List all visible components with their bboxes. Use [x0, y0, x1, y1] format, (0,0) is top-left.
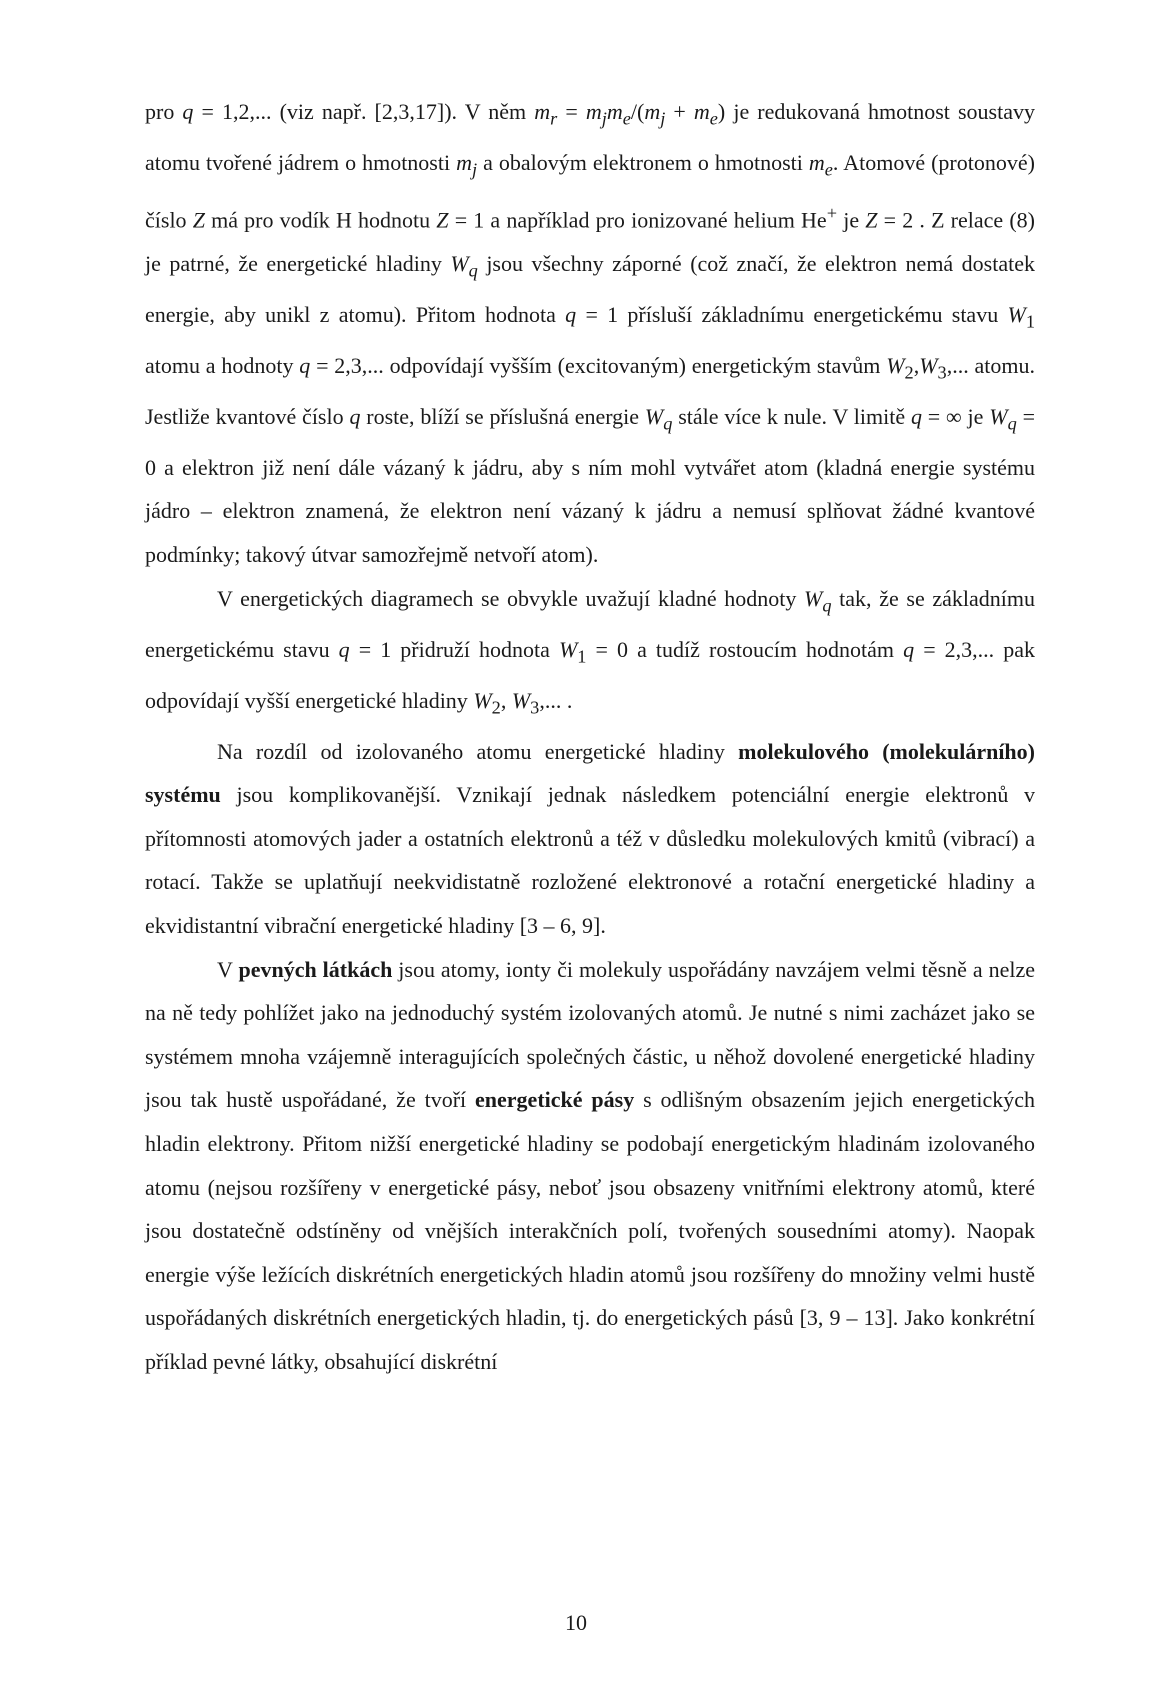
- math-symbol: W: [919, 352, 938, 378]
- text-run: 2: [904, 362, 914, 383]
- text-run: +: [665, 99, 694, 124]
- text-run: je: [837, 207, 866, 233]
- text-run: = 0 a elektron již není dále vázaný k jádru, aby s ním mohl vytvářet atom (kladná energie systému jádro – elektron znamená, že elektron není vázaný k jádru a nemusí splňovat žádné kvantové podmínky; takový útvar samozřejmě netvoří atom).: [145, 403, 1035, 568]
- math-symbol: q: [182, 99, 194, 124]
- text-run: Na rozdíl od izolovaného atomu energetické hladiny: [217, 738, 739, 764]
- paragraph-4: [145, 948, 1035, 1384]
- math-symbol: e: [622, 108, 631, 129]
- math-symbol: W: [473, 687, 492, 713]
- text-run: ,... .: [539, 687, 573, 713]
- text-run: V: [217, 956, 239, 982]
- paragraph-3: [145, 730, 1035, 948]
- text-run: /(: [630, 99, 645, 124]
- text-run: jsou komplikovanější. Vznikají jednak následkem potenciální energie elektronů v přítomnosti atomových jader a ostatních elektronů a též v důsledku molekulových kmitů (vibrací) a rotací. Takže se uplatňují neekvidistatně rozložené elektronové a rotační energetické hladiny a ekvidistantní vibrační energetické hladiny [3 – 6, 9].: [145, 782, 1035, 938]
- math-symbol: q: [349, 403, 361, 429]
- text-run: ,: [913, 352, 920, 378]
- math-symbol: e: [709, 108, 718, 129]
- math-symbol: Z: [436, 207, 449, 233]
- text-run: = 2,3,... odpovídají vyšším (excitovaným) energetickým stavům: [310, 352, 887, 378]
- text-run: jsou atomy, ionty či molekuly uspořádány navzájem velmi těsně a nelze na ně tedy pohlížet jako na jednoduchý systém izolovaných atomů. Je nutné s nimi zacházet jako se systémem mnoha vzájemně interagujících společných částic, u něhož dovolené energetické hladiny jsou tak hustě uspořádané, že tvoří: [145, 956, 1035, 1113]
- math-symbol: e: [824, 159, 833, 180]
- math-symbol: j: [660, 108, 666, 129]
- math-symbol: W: [1007, 301, 1026, 327]
- math-symbol: W: [804, 585, 823, 611]
- math-symbol: q: [1007, 413, 1017, 434]
- math-symbol: m: [534, 99, 551, 124]
- math-symbol: W: [989, 403, 1008, 429]
- text-run: = 1 přísluší základnímu energetickému stavu: [576, 301, 1008, 327]
- math-symbol: W: [558, 636, 578, 662]
- math-symbol: Z: [192, 207, 205, 233]
- text-run: = 0 a tudíž rostoucím hodnotám: [586, 636, 904, 662]
- body-text: [145, 90, 1035, 1383]
- math-symbol: m: [693, 99, 710, 124]
- bold-term: energetické pásy: [475, 1087, 635, 1113]
- text-run: = 2,3,... pak odpovídají vyšší energetické hladiny: [145, 636, 1036, 713]
- text-run: a obalovým elektronem o hmotnosti: [477, 149, 809, 175]
- text-run: = ∞ je: [921, 403, 990, 429]
- math-symbol: W: [644, 403, 664, 429]
- text-run: pro: [145, 99, 183, 124]
- paragraph-1: [145, 90, 1035, 577]
- math-symbol: q: [822, 595, 832, 615]
- math-symbol: m: [644, 99, 661, 124]
- text-run: ,... atomu. Jestliže kvantové číslo: [145, 352, 1035, 429]
- text-run: stále více k nule. V limitě: [672, 403, 911, 429]
- text-run: 3: [530, 696, 540, 717]
- text-run: = 2 . Z relace (8) je patrné, že energetické hladiny: [145, 207, 1035, 276]
- text-run: tak, že se základnímu energetickému stavu: [145, 585, 1035, 662]
- math-symbol: m: [456, 149, 472, 175]
- math-symbol: W: [450, 250, 469, 276]
- page-number: 10: [565, 1610, 587, 1635]
- text-run: . Atomové (protonové) číslo: [145, 149, 1035, 233]
- math-symbol: j: [472, 159, 478, 180]
- text-run: = 1 a například pro ionizované helium He: [448, 207, 827, 233]
- math-symbol: W: [886, 352, 905, 378]
- text-run: jsou všechny záporné (což značí, že elektron nemá dostatek energie, aby unikl z atomu). Přitom hodnota: [145, 250, 1036, 327]
- paragraph-2: [145, 577, 1035, 730]
- math-symbol: j: [601, 108, 607, 129]
- math-symbol: Z: [865, 207, 878, 233]
- text-run: 1: [1025, 311, 1035, 332]
- text-run: = 1,2,... (viz např. [2,3,17]). V něm: [193, 99, 535, 124]
- math-symbol: q: [663, 413, 673, 434]
- text-run: 3: [937, 362, 947, 383]
- text-run: roste, blíží se příslušná energie: [360, 403, 645, 429]
- math-symbol: W: [511, 687, 531, 713]
- math-symbol: m: [585, 99, 602, 124]
- math-symbol: q: [338, 636, 350, 662]
- text-run: +: [826, 202, 838, 223]
- text-run: 2: [491, 696, 501, 717]
- math-symbol: r: [550, 108, 558, 129]
- bold-term: pevných látkách: [238, 956, 393, 982]
- text-run: = 1 přidruží hodnota: [349, 636, 559, 662]
- math-symbol: q: [565, 301, 577, 327]
- text-run: 1: [577, 645, 587, 666]
- math-symbol: q: [903, 636, 915, 662]
- text-run: ) je redukovaná hmotnost soustavy atomu tvořené jádrem o hmotnosti: [145, 99, 1035, 175]
- text-run: V energetických diagramech se obvykle uvažují kladné hodnoty: [217, 585, 805, 611]
- text-run: s odlišným obsazením jejich energetických hladin elektrony. Přitom nižší energetické hladiny se podobají energetickým hladinám izolovaného atomu (nejsou rozšířeny v energetické pásy, neboť jsou obsazeny vnitřními elektrony atomů, které jsou dostatečně odstíněny od vnějších interakčních polí, tvořených sousedními atomy). Naopak energie výše ležících diskrétních energetických hladin atomů jsou rozšířeny do množiny velmi hustě uspořádaných diskrétních energetických hladin, tj. do energetických pásů [3, 9 – 13]. Jako konkrétní příklad pevné látky, obsahující diskrétní: [145, 1087, 1035, 1374]
- math-symbol: m: [606, 99, 623, 124]
- text-run: ,: [500, 687, 512, 713]
- math-symbol: q: [910, 403, 922, 429]
- bold-term: molekulového (molekulárního) systému: [145, 738, 1035, 808]
- text-run: atomu a hodnoty: [145, 352, 300, 378]
- text-run: =: [557, 99, 586, 124]
- text-run: má pro vodík H hodnotu: [204, 207, 437, 233]
- math-symbol: q: [299, 352, 311, 378]
- math-symbol: m: [808, 149, 825, 175]
- math-symbol: q: [468, 260, 478, 281]
